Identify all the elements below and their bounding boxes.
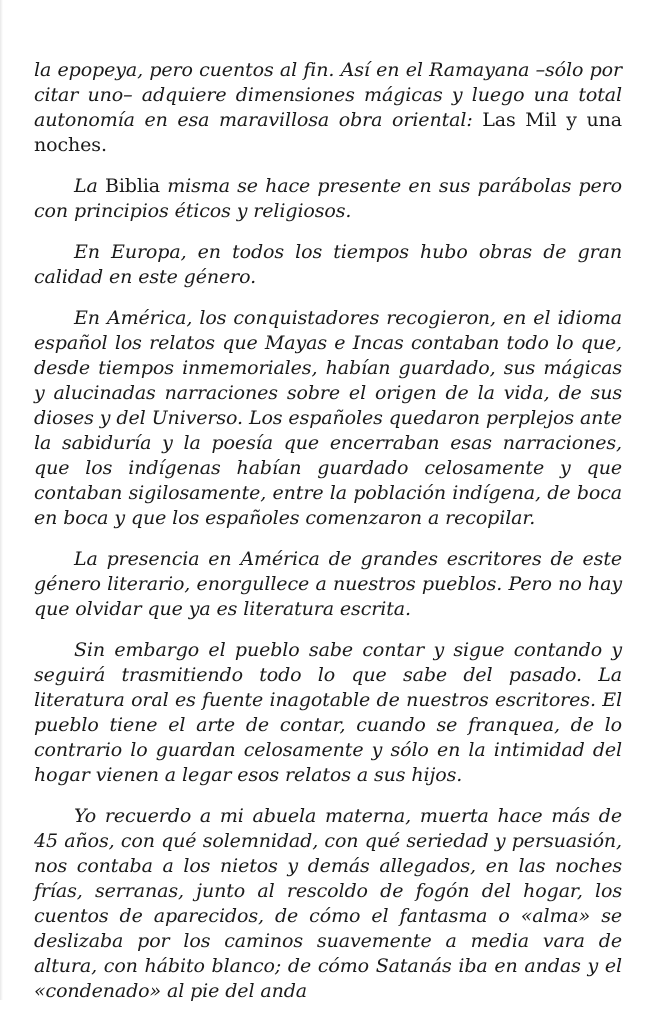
paragraph-5-text: La presencia en América de grandes escritores de este género literario, enorgullece a nuestros pueblos. Pero no hay que olvidar que ya es literatura escrita. — [34, 548, 622, 620]
paragraph-2-start: La — [74, 175, 105, 197]
paragraph-7 — [34, 804, 622, 1004]
paragraph-2 — [34, 174, 622, 224]
paragraph-3 — [34, 240, 622, 290]
paragraph-7-text: Yo recuerdo a mi abuela materna, muerta hace más de 45 años, con qué solemnidad, con qué seriedad y persuasión, nos contaba a los nietos y demás allegados, en las noches frías, serranas, junto al rescoldo de fogón del hogar, los cuentos de aparecidos, de cómo el fantasma o «alma» se deslizaba por los caminos suavemente a media vara de altura, con hábito blanco; de cómo Satanás iba en andas y el «condenado» al pie del anda — [34, 805, 622, 1002]
paragraph-6-text: Sin embargo el pueblo sabe contar y sigue contando y seguirá trasmitiendo todo lo que sabe del pasado. La literatura oral es fuente inagotable de nuestros escritores. El pueblo tiene el arte de contar, cuando se franquea, de lo contrario lo guardan celosamente y sólo en la intimidad del hogar vienen a legar esos relatos a sus hijos. — [34, 639, 622, 786]
paragraph-2-rest: misma se hace presente en sus parábolas pero con principios éticos y religiosos. — [34, 175, 622, 222]
page-edge-shadow — [0, 0, 3, 1000]
paragraph-5 — [34, 547, 622, 622]
paragraph-6 — [34, 638, 622, 788]
paragraph-1-text: la epopeya, pero cuentos al fin. Así en el Ramayana –sólo por citar uno– adquiere dimensiones mágicas y luego una total autonomía en esa maravillosa obra oriental: — [34, 59, 622, 131]
paragraph-4 — [34, 306, 622, 531]
book-title-mil-noches: Las Mil y una noches. — [34, 109, 622, 156]
body-text — [34, 58, 622, 1020]
book-title-biblia: Biblia — [104, 175, 161, 197]
paragraph-1 — [34, 58, 622, 158]
paragraph-3-text: En Europa, en todos los tiempos hubo obras de gran calidad en este género. — [34, 241, 622, 288]
paragraph-4-text: En América, los conquistadores recogieron, en el idioma español los relatos que Mayas e Incas contaban todo lo que, desde tiempos inmemoriales, habían guardado, sus mágicas y alucinadas narraciones sobre el origen de la vida, de sus dioses y del Universo. Los españoles quedaron perplejos ante la sabiduría y la poesía que encerraban esas narraciones, que los indígenas habían guardado celosamente y que contaban sigilosamente, entre la población indígena, de boca en boca y que los españoles comenzaron a recopilar. — [34, 307, 622, 529]
